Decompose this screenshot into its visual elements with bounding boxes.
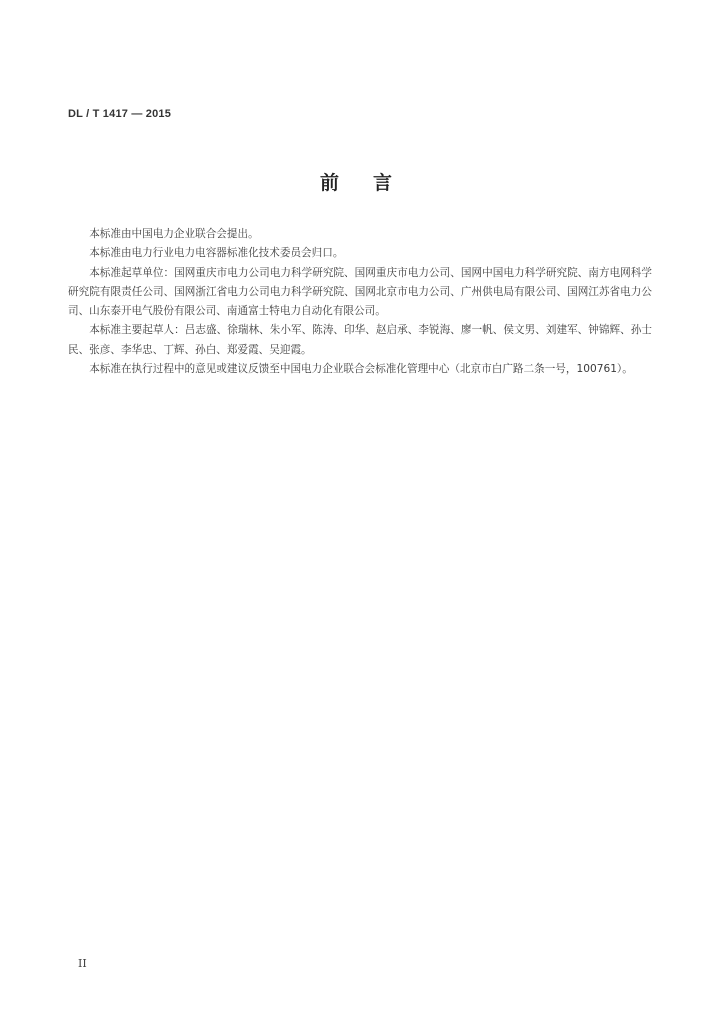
foreword-body bbox=[68, 225, 652, 379]
paragraph-drafting-units: 本标准起草单位：国网重庆市电力公司电力科学研究院、国网重庆市电力公司、国网中国电力科学研究院、南方电网科学研究院有限责任公司、国网浙江省电力公司电力科学研究院、国网北京市电力公司、广州供电局有限公司、国网江苏省电力公司、山东泰开电气股份有限公司、南通富士特电力自动化有限公司。 bbox=[68, 266, 652, 318]
paragraph-committee: 本标准由电力行业电力电容器标准化技术委员会归口。 bbox=[89, 247, 344, 260]
paragraph-drafters: 本标准主要起草人：吕志盛、徐瑞林、朱小军、陈涛、印华、赵启承、李锐海、廖一帆、侯文男、刘建军、钟锦辉、孙士民、张彦、李华忠、丁辉、孙白、郑爱霞、吴迎霞。 bbox=[68, 324, 652, 356]
page-number: II bbox=[78, 957, 87, 970]
paragraph-proposer: 本标准由中国电力企业联合会提出。 bbox=[89, 228, 259, 240]
standard-code: DL / T 1417 — 2015 bbox=[68, 108, 172, 120]
page-title: 前言 bbox=[319, 172, 426, 194]
paragraph-feedback: 本标准在执行过程中的意见或建议反馈至中国电力企业联合会标准化管理中心（北京市白广路二条一号，100761）。 bbox=[89, 363, 633, 376]
